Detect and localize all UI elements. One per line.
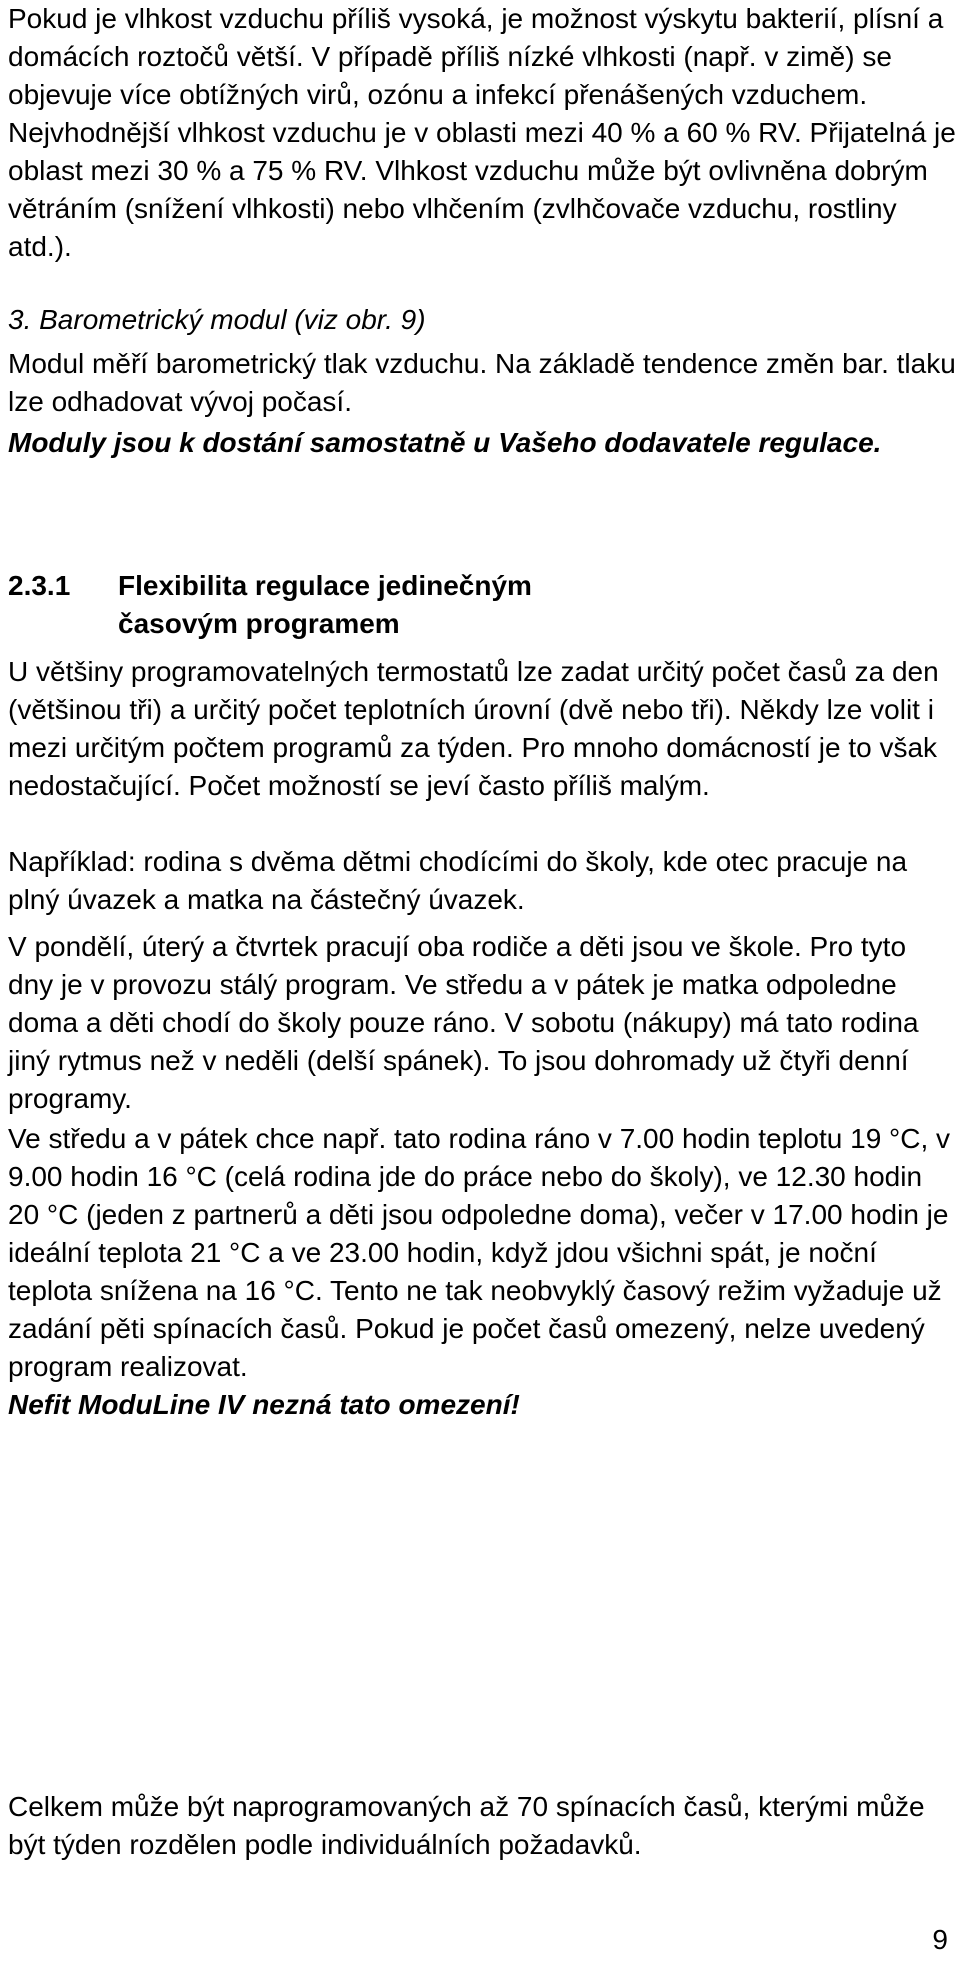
intro-paragraph: U většiny programovatelných termostatů lze zadat určitý počet časů za den (většinou tři) a určitý počet teplotních úrovní (dvě nebo tři). Někdy lze volit i mezi určitým počtem programů za týden. Pro mnoho domácností je to však nedostačující. Počet možností se jeví často příliš malým. xyxy=(8,656,939,801)
section-heading xyxy=(8,567,958,643)
weekdays-paragraph: V pondělí, úterý a čtvrtek pracují oba rodiče a děti jsou ve škole. Pro tyto dny je v provozu stálý program. Ve středu a v pátek je matka odpoledne doma a děti chodí do školy pouze ráno. V sobotu (nákupy) má tato rodina jiný rytmus než v neděli (delší spánek). To jsou dohromady už čtyři denní programy. xyxy=(8,931,919,1114)
barometric-module-text: Modul měří barometrický tlak vzduchu. Na základě tendence změn bar. tlaku lze odhadovat vývoj počasí. xyxy=(8,348,956,417)
barometric-module-heading: 3. Barometrický modul (viz obr. 9) xyxy=(8,304,426,335)
humidity-paragraph: Pokud je vlhkost vzduchu příliš vysoká, je možnost výskytu bakterií, plísní a domácích roztočů větší. V případě příliš nízké vlhkosti (např. v zimě) se objevuje více obtížných virů, ozónu a infekcí přenášených vzduchem. Nejvhodnější vlhkost vzduchu je v oblasti mezi 40 % a 60 % RV. Přijatelná je oblast mezi 30 % a 75 % RV. Vlhkost vzduchu může být ovlivněna dobrým větráním (snížení vlhkosti) nebo vlhčením (zvlhčovače vzduchu, rostliny atd.). xyxy=(8,3,956,262)
total-times-paragraph: Celkem může být naprogramovaných až 70 spínacích časů, kterými může být týden rozdělen podle individuálních požadavků. xyxy=(8,1791,925,1860)
section-title: Flexibilita regulace jedinečným časovým programem xyxy=(118,570,532,639)
example-paragraph: Například: rodina s dvěma dětmi chodícími do školy, kde otec pracuje na plný úvazek a matka na částečný úvazek. xyxy=(8,846,908,915)
modules-availability-note: Moduly jsou k dostání samostatně u Vašeho dodavatele regulace. xyxy=(8,427,882,458)
section-number: 2.3.1 xyxy=(8,570,71,601)
page-number: 9 xyxy=(932,1924,948,1955)
schedule-emphasis: Nefit ModuLine IV nezná tato omezení! xyxy=(8,1389,520,1420)
schedule-paragraph xyxy=(8,1120,958,1424)
schedule-text: Ve středu a v pátek chce např. tato rodina ráno v 7.00 hodin teplotu 19 °C, v 9.00 hodin 16 °C (celá rodina jde do práce nebo do školy), ve 12.30 hodin 20 °C (jeden z partnerů a děti jsou odpoledne doma), večer v 17.00 hodin je ideální teplota 21 °C a ve 23.00 hodin, když jdou všichni spát, je noční teplota snížena na 16 °C. Tento ne tak neobvyklý časový režim vyžaduje už zadání pěti spínacích časů. Pokud je počet časů omezený, nelze uvedený program realizovat. xyxy=(8,1123,951,1382)
